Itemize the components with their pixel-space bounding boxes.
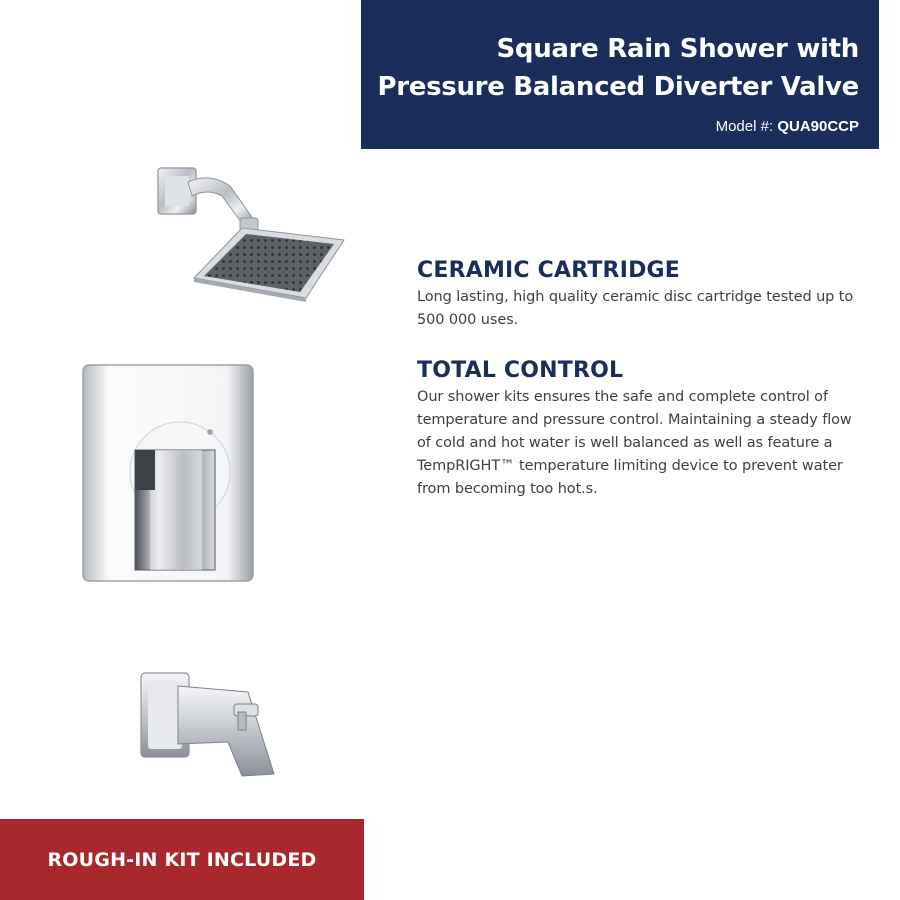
model-value: QUA90CCP — [777, 118, 859, 135]
shower-head-image — [150, 160, 350, 305]
valve-trim-image — [80, 362, 256, 584]
rough-in-kit-label: ROUGH-IN KIT INCLUDED — [47, 848, 317, 871]
rough-in-kit-badge — [0, 819, 364, 900]
model-label: Model #: — [715, 118, 774, 135]
tub-spout-image — [138, 668, 280, 782]
feature-ceramic-cartridge — [417, 256, 862, 332]
title-banner — [361, 0, 879, 149]
product-title-line-2: Pressure Balanced Diverter Valve — [377, 72, 859, 102]
feature-description: Our shower kits ensures the safe and complete control of temperature and pressure control. Maintaining a steady flow of cold and hot water is well balanced as well as feature a TempRIGHT™ temperature limiting device to prevent water from becoming too hot.s. — [417, 389, 852, 497]
feature-description: Long lasting, high quality ceramic disc cartridge tested up to 500 000 uses. — [417, 289, 854, 328]
feature-heading: TOTAL CONTROL — [417, 358, 624, 383]
feature-total-control — [417, 356, 862, 501]
product-title-line-1: Square Rain Shower with — [496, 34, 859, 64]
feature-heading: CERAMIC CARTRIDGE — [417, 258, 681, 283]
model-number — [361, 118, 859, 136]
